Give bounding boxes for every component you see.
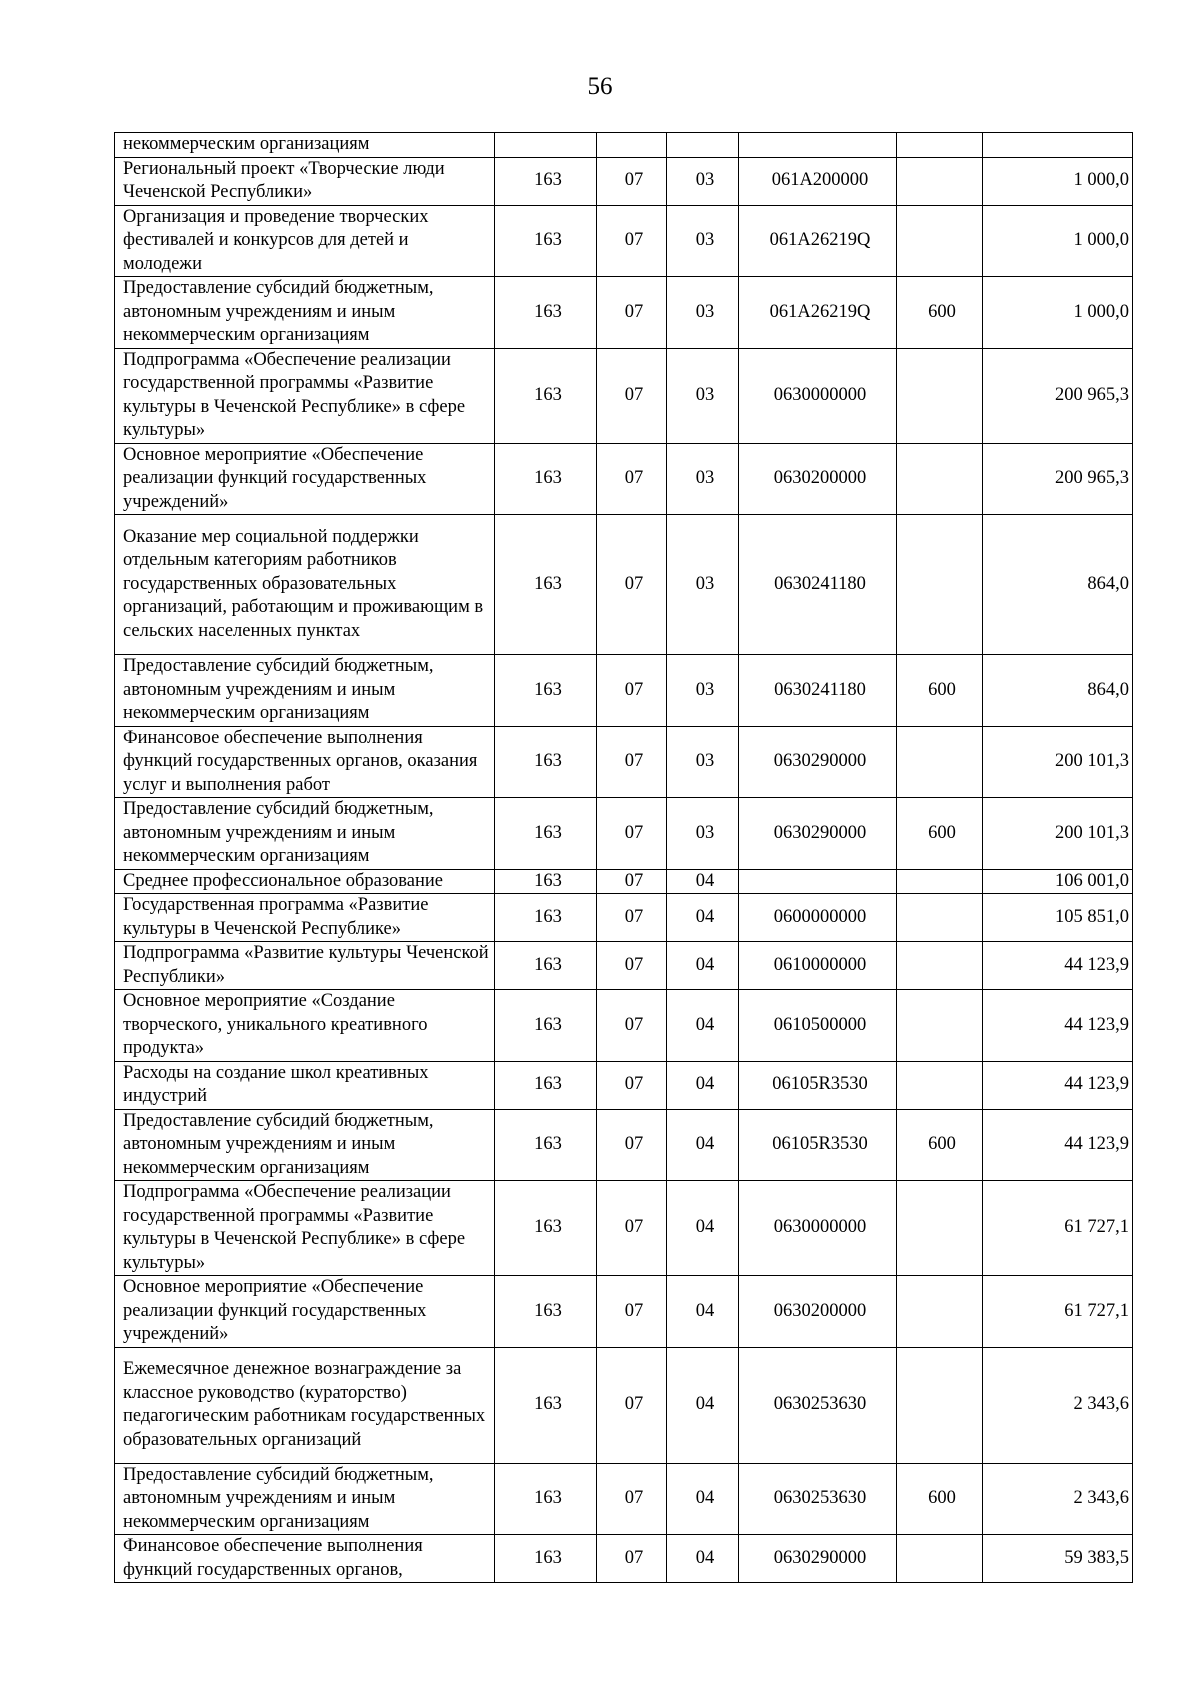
cell-subsection-code: 03 bbox=[667, 205, 739, 277]
cell-ministry-code: 163 bbox=[495, 277, 597, 349]
cell-ministry-code: 163 bbox=[495, 990, 597, 1062]
cell-name: Подпрограмма «Развитие культуры Чеченской Республики» bbox=[115, 942, 495, 990]
cell-expense-type bbox=[897, 869, 983, 894]
cell-target-article: 0630253630 bbox=[739, 1463, 897, 1535]
budget-table-body bbox=[115, 133, 1133, 1583]
cell-name: Финансовое обеспечение выполнения функций государственных органов, оказания услуг и выполнения работ bbox=[115, 726, 495, 798]
cell-expense-type: 600 bbox=[897, 1109, 983, 1181]
cell-expense-type bbox=[897, 726, 983, 798]
cell-ministry-code: 163 bbox=[495, 1535, 597, 1583]
cell-amount: 864,0 bbox=[983, 515, 1133, 655]
table-row bbox=[115, 894, 1133, 942]
cell-target-article bbox=[739, 133, 897, 158]
cell-section-code: 07 bbox=[597, 726, 667, 798]
cell-section-code: 07 bbox=[597, 990, 667, 1062]
cell-section-code: 07 bbox=[597, 1061, 667, 1109]
cell-section-code: 07 bbox=[597, 798, 667, 870]
cell-ministry-code: 163 bbox=[495, 1061, 597, 1109]
cell-ministry-code: 163 bbox=[495, 798, 597, 870]
cell-ministry-code: 163 bbox=[495, 869, 597, 894]
cell-ministry-code: 163 bbox=[495, 1276, 597, 1348]
cell-expense-type bbox=[897, 205, 983, 277]
cell-subsection-code: 03 bbox=[667, 157, 739, 205]
table-row bbox=[115, 205, 1133, 277]
table-row bbox=[115, 277, 1133, 349]
cell-target-article: 0630290000 bbox=[739, 1535, 897, 1583]
cell-section-code: 07 bbox=[597, 1463, 667, 1535]
cell-amount: 44 123,9 bbox=[983, 942, 1133, 990]
cell-section-code: 07 bbox=[597, 869, 667, 894]
cell-ministry-code: 163 bbox=[495, 894, 597, 942]
cell-target-article: 06105R3530 bbox=[739, 1061, 897, 1109]
cell-target-article: 0630253630 bbox=[739, 1347, 897, 1463]
cell-amount: 61 727,1 bbox=[983, 1181, 1133, 1276]
cell-name: Предоставление субсидий бюджетным, автономным учреждениям и иным некоммерческим организациям bbox=[115, 1463, 495, 1535]
cell-amount: 106 001,0 bbox=[983, 869, 1133, 894]
table-row bbox=[115, 1347, 1133, 1463]
cell-amount: 200 965,3 bbox=[983, 348, 1133, 443]
cell-section-code: 07 bbox=[597, 277, 667, 349]
cell-expense-type bbox=[897, 990, 983, 1062]
cell-section-code: 07 bbox=[597, 205, 667, 277]
cell-expense-type bbox=[897, 1276, 983, 1348]
cell-ministry-code: 163 bbox=[495, 1181, 597, 1276]
table-row bbox=[115, 798, 1133, 870]
table-row bbox=[115, 942, 1133, 990]
cell-ministry-code: 163 bbox=[495, 1109, 597, 1181]
cell-section-code: 07 bbox=[597, 348, 667, 443]
cell-subsection-code: 03 bbox=[667, 443, 739, 515]
cell-expense-type bbox=[897, 894, 983, 942]
cell-name: Предоставление субсидий бюджетным, автономным учреждениям и иным некоммерческим организациям bbox=[115, 655, 495, 727]
cell-expense-type bbox=[897, 348, 983, 443]
table-row bbox=[115, 443, 1133, 515]
table-row bbox=[115, 655, 1133, 727]
table-row bbox=[115, 1463, 1133, 1535]
cell-amount: 2 343,6 bbox=[983, 1463, 1133, 1535]
cell-ministry-code: 163 bbox=[495, 205, 597, 277]
cell-amount: 44 123,9 bbox=[983, 1109, 1133, 1181]
cell-subsection-code: 04 bbox=[667, 1535, 739, 1583]
cell-ministry-code: 163 bbox=[495, 348, 597, 443]
cell-subsection-code: 04 bbox=[667, 990, 739, 1062]
cell-name: Подпрограмма «Обеспечение реализации государственной программы «Развитие культуры в Чеченской Республике» в сфере культуры» bbox=[115, 1181, 495, 1276]
cell-amount: 2 343,6 bbox=[983, 1347, 1133, 1463]
cell-amount: 1 000,0 bbox=[983, 277, 1133, 349]
cell-target-article: 0610000000 bbox=[739, 942, 897, 990]
cell-ministry-code: 163 bbox=[495, 443, 597, 515]
cell-subsection-code: 04 bbox=[667, 1109, 739, 1181]
cell-subsection-code: 04 bbox=[667, 942, 739, 990]
cell-amount: 105 851,0 bbox=[983, 894, 1133, 942]
cell-target-article: 061А26219Q bbox=[739, 277, 897, 349]
cell-ministry-code: 163 bbox=[495, 157, 597, 205]
cell-section-code: 07 bbox=[597, 1276, 667, 1348]
cell-target-article: 061А26219Q bbox=[739, 205, 897, 277]
cell-subsection-code: 03 bbox=[667, 655, 739, 727]
cell-name: Ежемесячное денежное вознаграждение за классное руководство (кураторство) педагогическим работникам государственных образовательных организаций bbox=[115, 1347, 495, 1463]
cell-amount: 44 123,9 bbox=[983, 1061, 1133, 1109]
cell-amount: 200 101,3 bbox=[983, 798, 1133, 870]
cell-subsection-code: 03 bbox=[667, 798, 739, 870]
cell-expense-type bbox=[897, 1061, 983, 1109]
cell-ministry-code: 163 bbox=[495, 726, 597, 798]
cell-name: Основное мероприятие «Обеспечение реализации функций государственных учреждений» bbox=[115, 1276, 495, 1348]
cell-subsection-code: 03 bbox=[667, 515, 739, 655]
page-number: 56 bbox=[587, 73, 613, 100]
table-row bbox=[115, 1181, 1133, 1276]
cell-expense-type bbox=[897, 443, 983, 515]
cell-name: Финансовое обеспечение выполнения функций государственных органов, bbox=[115, 1535, 495, 1583]
cell-target-article: 06105R3530 bbox=[739, 1109, 897, 1181]
cell-expense-type bbox=[897, 1347, 983, 1463]
cell-ministry-code: 163 bbox=[495, 942, 597, 990]
table-row bbox=[115, 1109, 1133, 1181]
cell-expense-type bbox=[897, 1535, 983, 1583]
budget-table bbox=[114, 132, 1133, 1583]
cell-amount: 44 123,9 bbox=[983, 990, 1133, 1062]
cell-subsection-code: 03 bbox=[667, 348, 739, 443]
cell-target-article: 0630241180 bbox=[739, 655, 897, 727]
cell-expense-type: 600 bbox=[897, 655, 983, 727]
cell-ministry-code: 163 bbox=[495, 1347, 597, 1463]
table-row bbox=[115, 157, 1133, 205]
cell-expense-type: 600 bbox=[897, 798, 983, 870]
table-row bbox=[115, 1276, 1133, 1348]
cell-section-code: 07 bbox=[597, 1181, 667, 1276]
cell-name: Основное мероприятие «Создание творческого, уникального креативного продукта» bbox=[115, 990, 495, 1062]
cell-section-code: 07 bbox=[597, 942, 667, 990]
cell-amount: 1 000,0 bbox=[983, 205, 1133, 277]
cell-amount: 200 101,3 bbox=[983, 726, 1133, 798]
cell-section-code: 07 bbox=[597, 894, 667, 942]
cell-section-code: 07 bbox=[597, 1535, 667, 1583]
table-row bbox=[115, 1535, 1133, 1583]
cell-subsection-code: 04 bbox=[667, 1276, 739, 1348]
cell-section-code: 07 bbox=[597, 443, 667, 515]
cell-name: Организация и проведение творческих фестивалей и конкурсов для детей и молодежи bbox=[115, 205, 495, 277]
cell-target-article: 0630290000 bbox=[739, 726, 897, 798]
cell-expense-type: 600 bbox=[897, 1463, 983, 1535]
table-row bbox=[115, 726, 1133, 798]
cell-section-code: 07 bbox=[597, 655, 667, 727]
cell-amount: 200 965,3 bbox=[983, 443, 1133, 515]
cell-name: Предоставление субсидий бюджетным, автономным учреждениям и иным некоммерческим организациям bbox=[115, 1109, 495, 1181]
table-row bbox=[115, 1061, 1133, 1109]
table-row bbox=[115, 515, 1133, 655]
cell-subsection-code: 04 bbox=[667, 1061, 739, 1109]
cell-ministry-code: 163 bbox=[495, 1463, 597, 1535]
cell-amount: 864,0 bbox=[983, 655, 1133, 727]
cell-section-code: 07 bbox=[597, 157, 667, 205]
cell-name: Предоставление субсидий бюджетным, автономным учреждениям и иным некоммерческим организациям bbox=[115, 277, 495, 349]
cell-target-article: 0630241180 bbox=[739, 515, 897, 655]
cell-target-article: 0630290000 bbox=[739, 798, 897, 870]
cell-expense-type bbox=[897, 133, 983, 158]
cell-name: Среднее профессиональное образование bbox=[115, 869, 495, 894]
cell-expense-type bbox=[897, 942, 983, 990]
cell-target-article: 0600000000 bbox=[739, 894, 897, 942]
cell-target-article: 0630000000 bbox=[739, 1181, 897, 1276]
table-row bbox=[115, 990, 1133, 1062]
cell-name: Оказание мер социальной поддержки отдельным категориям работников государственных образовательных организаций, работающим и проживающим в сельских населенных пунктах bbox=[115, 515, 495, 655]
cell-expense-type bbox=[897, 1181, 983, 1276]
cell-name: Расходы на создание школ креативных индустрий bbox=[115, 1061, 495, 1109]
cell-subsection-code bbox=[667, 133, 739, 158]
cell-expense-type bbox=[897, 515, 983, 655]
cell-ministry-code: 163 bbox=[495, 515, 597, 655]
cell-name: Региональный проект «Творческие люди Чеченской Республики» bbox=[115, 157, 495, 205]
cell-amount: 1 000,0 bbox=[983, 157, 1133, 205]
cell-target-article: 0630200000 bbox=[739, 443, 897, 515]
cell-name: некоммерческим организациям bbox=[115, 133, 495, 158]
table-row bbox=[115, 869, 1133, 894]
cell-subsection-code: 04 bbox=[667, 1463, 739, 1535]
cell-target-article: 0630200000 bbox=[739, 1276, 897, 1348]
cell-ministry-code bbox=[495, 133, 597, 158]
cell-name: Предоставление субсидий бюджетным, автономным учреждениям и иным некоммерческим организациям bbox=[115, 798, 495, 870]
table-row bbox=[115, 348, 1133, 443]
table-row bbox=[115, 133, 1133, 158]
cell-amount: 59 383,5 bbox=[983, 1535, 1133, 1583]
cell-name: Основное мероприятие «Обеспечение реализации функций государственных учреждений» bbox=[115, 443, 495, 515]
cell-name: Государственная программа «Развитие культуры в Чеченской Республике» bbox=[115, 894, 495, 942]
cell-target-article: 0610500000 bbox=[739, 990, 897, 1062]
cell-amount: 61 727,1 bbox=[983, 1276, 1133, 1348]
cell-subsection-code: 04 bbox=[667, 894, 739, 942]
cell-target-article: 0630000000 bbox=[739, 348, 897, 443]
cell-expense-type: 600 bbox=[897, 277, 983, 349]
cell-section-code: 07 bbox=[597, 1347, 667, 1463]
cell-target-article bbox=[739, 869, 897, 894]
cell-section-code bbox=[597, 133, 667, 158]
cell-subsection-code: 04 bbox=[667, 869, 739, 894]
cell-target-article: 061А200000 bbox=[739, 157, 897, 205]
cell-subsection-code: 03 bbox=[667, 277, 739, 349]
cell-ministry-code: 163 bbox=[495, 655, 597, 727]
cell-name: Подпрограмма «Обеспечение реализации государственной программы «Развитие культуры в Чеченской Республике» в сфере культуры» bbox=[115, 348, 495, 443]
cell-expense-type bbox=[897, 157, 983, 205]
cell-section-code: 07 bbox=[597, 515, 667, 655]
cell-section-code: 07 bbox=[597, 1109, 667, 1181]
cell-subsection-code: 04 bbox=[667, 1347, 739, 1463]
cell-subsection-code: 03 bbox=[667, 726, 739, 798]
cell-amount bbox=[983, 133, 1133, 158]
cell-subsection-code: 04 bbox=[667, 1181, 739, 1276]
